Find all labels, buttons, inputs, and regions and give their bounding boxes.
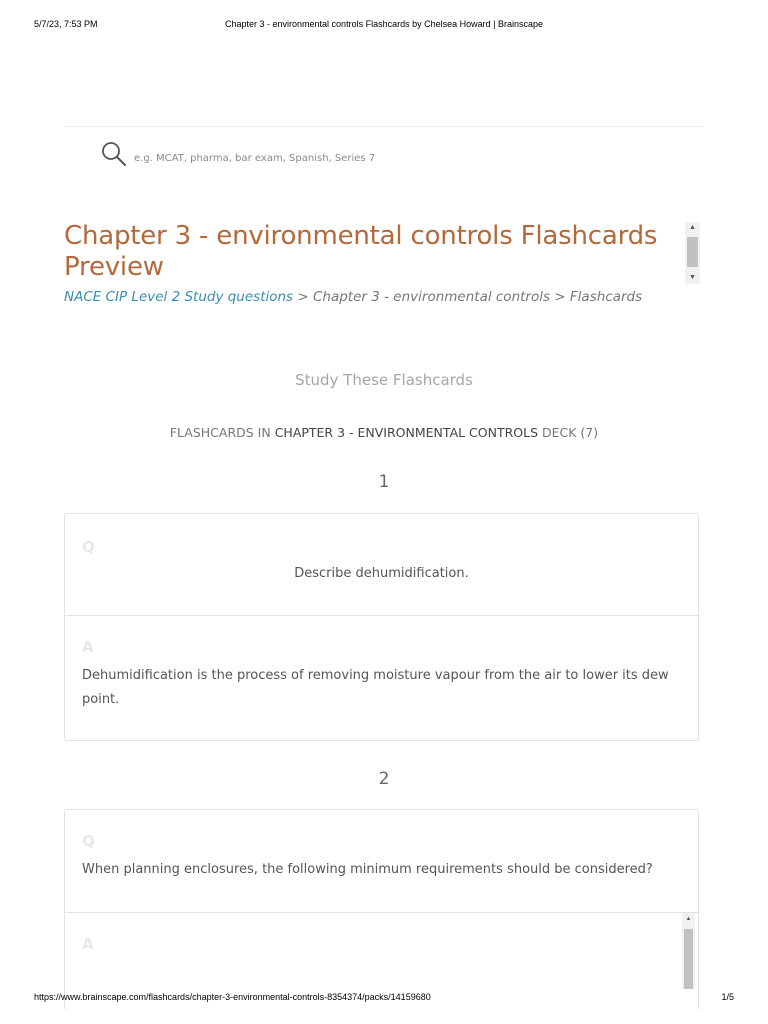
question-text: Describe dehumidification. bbox=[294, 566, 469, 581]
study-flashcards-link[interactable]: Study These Flashcards bbox=[295, 371, 473, 389]
question-marker: Q bbox=[82, 538, 95, 556]
breadcrumb-link-study-questions[interactable]: NACE CIP Level 2 Study questions bbox=[64, 289, 294, 305]
page-title: Chapter 3 - environmental controls Flashcards Preview bbox=[64, 221, 658, 282]
question-marker: Q bbox=[82, 832, 95, 850]
breadcrumb bbox=[64, 289, 684, 305]
print-page-number: 1/5 bbox=[721, 992, 734, 1002]
scroll-up-arrow-icon[interactable]: ▲ bbox=[689, 224, 696, 231]
deck-name: CHAPTER 3 - ENVIRONMENTAL CONTROLS bbox=[274, 425, 539, 440]
question-section bbox=[65, 514, 698, 615]
breadcrumb-trail: > Chapter 3 - environmental controls > Flashcards bbox=[293, 289, 643, 305]
print-url: https://www.brainscape.com/flashcards/chapter-3-environmental-controls-8354374/packs/14159680 bbox=[34, 992, 431, 1002]
search-input[interactable] bbox=[130, 150, 498, 166]
answer-section bbox=[65, 615, 698, 740]
answer-scrollbar[interactable] bbox=[682, 913, 695, 989]
print-footer bbox=[0, 992, 768, 1006]
answer-marker: A bbox=[82, 935, 94, 953]
card-number: 2 bbox=[378, 769, 390, 789]
search-icon[interactable] bbox=[100, 140, 128, 168]
flashcard[interactable] bbox=[64, 809, 699, 1010]
title-scrollbar[interactable] bbox=[685, 222, 700, 284]
flashcard[interactable] bbox=[64, 513, 699, 741]
print-date: 5/7/23, 7:53 PM bbox=[34, 19, 98, 29]
scroll-up-arrow-icon[interactable]: ▲ bbox=[685, 916, 692, 922]
answer-text: Dehumidification is the process of removing moisture vapour from the air to lower its dew point. bbox=[82, 668, 669, 707]
answer-marker: A bbox=[82, 638, 94, 656]
print-title: Chapter 3 - environmental controls Flashcards by Chelsea Howard | Brainscape bbox=[225, 19, 543, 29]
scroll-thumb[interactable] bbox=[684, 929, 693, 989]
search-bar[interactable] bbox=[100, 140, 500, 170]
question-section bbox=[65, 810, 698, 912]
deck-heading-suffix: DECK (7) bbox=[538, 425, 599, 440]
scroll-thumb[interactable] bbox=[687, 237, 698, 267]
deck-heading-prefix: FLASHCARDS IN bbox=[169, 425, 275, 440]
card-number: 1 bbox=[378, 472, 390, 492]
header-divider bbox=[64, 126, 704, 127]
deck-heading bbox=[0, 425, 768, 440]
question-text: When planning enclosures, the following minimum requirements should be considered? bbox=[82, 862, 653, 877]
scroll-down-arrow-icon[interactable]: ▼ bbox=[689, 274, 696, 281]
print-header bbox=[0, 19, 768, 33]
